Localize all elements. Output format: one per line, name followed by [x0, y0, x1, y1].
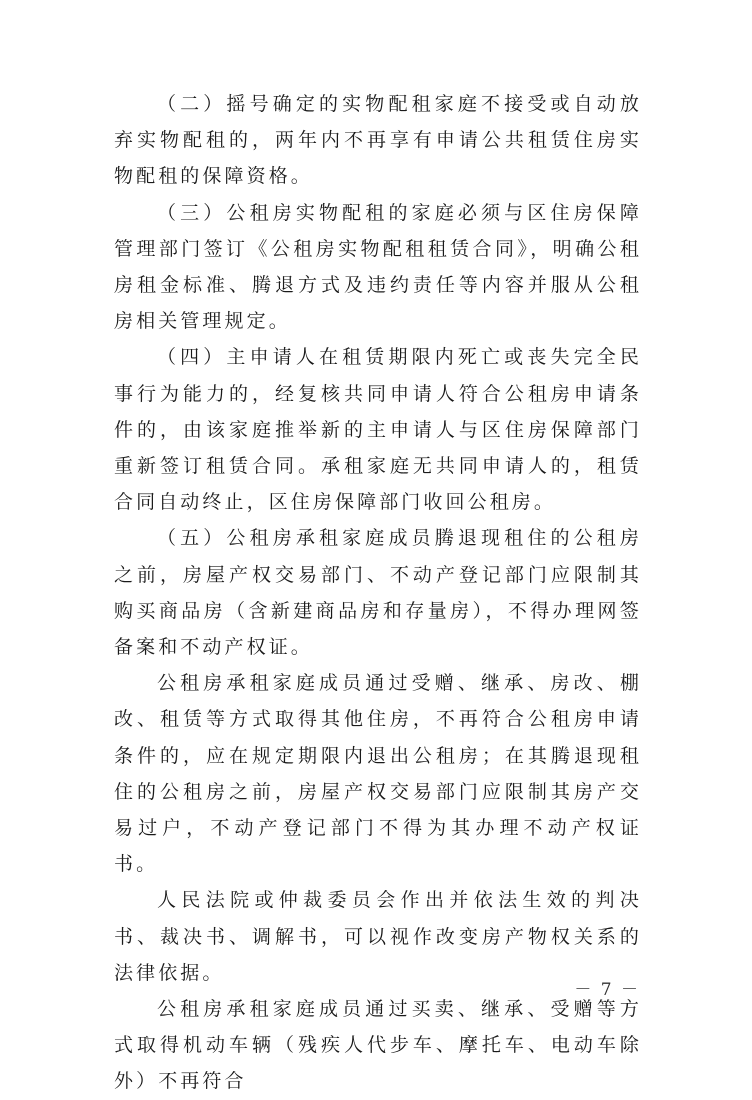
document-body [114, 86, 642, 1100]
paragraph-housing-exit: 公租房承租家庭成员通过受赠、继承、房改、棚改、租赁等方式取得其他住房，不再符合公租房申请条件的，应在规定期限内退出公租房；在其腾退现租住的公租房之前，房屋产权交易部门应限制其房产交易过户，不动产登记部门不得为其办理不动产权证书。 [114, 672, 642, 876]
paragraph-2: （二）摇号确定的实物配租家庭不接受或自动放弃实物配租的，两年内不再享有申请公共租赁住房实物配租的保障资格。 [114, 93, 642, 188]
paragraph-5: （五）公租房承租家庭成员腾退现租住的公租房之前，房屋产权交易部门、不动产登记部门应限制其购买商品房（含新建商品房和存量房），不得办理网签备案和不动产权证。 [114, 527, 642, 659]
page-number: － 7 － [574, 980, 640, 1000]
paragraph-vehicle: 公租房承租家庭成员通过买卖、继承、受赠等方式取得机动车辆（残疾人代步车、摩托车、电动车除外）不再符合 [114, 998, 642, 1093]
paragraph-legal-basis: 人民法院或仲裁委员会作出并依法生效的判决书、裁决书、调解书，可以视作改变房产物权关系的法律依据。 [114, 889, 642, 984]
paragraph-3: （三）公租房实物配租的家庭必须与区住房保障管理部门签订《公租房实物配租租赁合同》，明确公租房租金标准、腾退方式及违约责任等内容并服从公租房相关管理规定。 [114, 201, 642, 333]
paragraph-4: （四）主申请人在租赁期限内死亡或丧失完全民事行为能力的，经复核共同申请人符合公租房申请条件的，由该家庭推举新的主申请人与区住房保障部门重新签订租赁合同。承租家庭无共同申请人的，租赁合同自动终止，区住房保障部门收回公租房。 [114, 346, 642, 514]
